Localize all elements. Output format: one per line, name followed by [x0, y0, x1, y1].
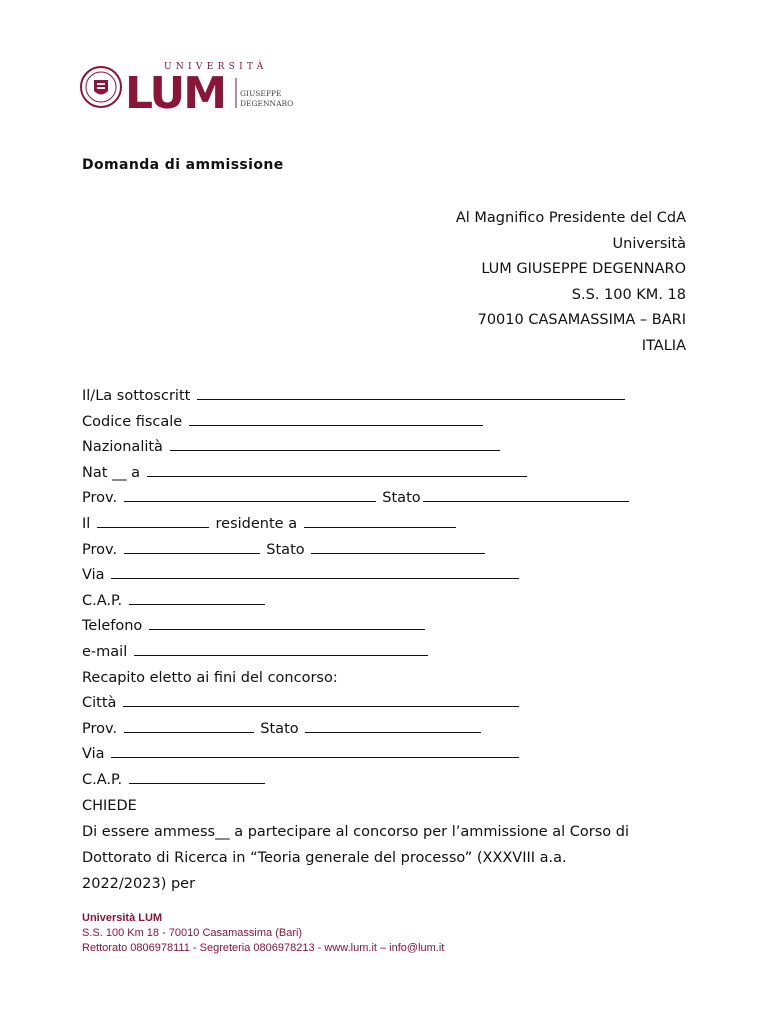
prov-nascita-field[interactable]: [124, 487, 376, 502]
row-cap-recapito: [82, 768, 692, 794]
row-sottoscritto: [82, 384, 692, 410]
row-prov-stato-nascita: [82, 486, 692, 512]
label-prov: Prov.: [82, 720, 118, 737]
label-recapito: Recapito eletto ai fini del concorso:: [82, 669, 338, 686]
stato-nascita-field[interactable]: [423, 487, 629, 502]
label-stato: Stato: [266, 541, 305, 558]
address-line: ITALIA: [641, 337, 686, 354]
data-nascita-field[interactable]: [97, 513, 209, 528]
via-field[interactable]: [111, 564, 519, 579]
luogo-nascita-field[interactable]: [147, 462, 527, 477]
address-line: S.S. 100 KM. 18: [571, 286, 686, 303]
address-line: Università: [612, 235, 686, 252]
prov-recapito-field[interactable]: [124, 718, 254, 733]
row-chiede: [82, 794, 692, 820]
label-chiede: CHIEDE: [82, 797, 137, 814]
row-telefono: [82, 614, 692, 640]
logo-main-text: LUM: [125, 68, 225, 116]
row-citta: [82, 691, 692, 717]
paragraph-line: Dottorato di Ricerca in “Teoria generale del processo” (XXXVIII a.a.: [82, 850, 567, 867]
footer-contacts: Rettorato 0806978111 - Segreteria 0806978213 - www.lum.it – info@lum.it: [82, 942, 445, 954]
sottoscritto-field[interactable]: [197, 385, 625, 400]
label-nato-a: Nat __ a: [82, 464, 141, 481]
label-prov: Prov.: [82, 541, 118, 558]
row-data-residenza: [82, 512, 692, 538]
prov-residenza-field[interactable]: [124, 539, 260, 554]
address-line: Al Magnifico Presidente del CdA: [455, 210, 686, 226]
row-recapito: [82, 666, 692, 692]
label-cap: C.A.P.: [82, 771, 123, 788]
row-via: [82, 563, 692, 589]
paragraph-line: Di essere ammess__ a partecipare al concorso per l’ammissione al Corso di: [82, 824, 629, 841]
via-recapito-field[interactable]: [111, 743, 519, 758]
label-telefono: Telefono: [82, 618, 143, 635]
row-via-recapito: [82, 742, 692, 768]
row-email: [82, 640, 692, 666]
paragraph-line: 2022/2023) per: [82, 876, 196, 893]
application-form: [82, 384, 692, 897]
request-paragraph: [82, 819, 682, 897]
recipient-address: [456, 206, 686, 359]
stato-residenza-field[interactable]: [311, 539, 485, 554]
label-residente-a: residente a: [215, 515, 298, 532]
citta-recapito-field[interactable]: [123, 692, 519, 707]
residenza-field[interactable]: [304, 513, 456, 528]
stato-recapito-field[interactable]: [305, 718, 481, 733]
label-stato: Stato: [382, 490, 421, 507]
logo-top-text: UNIVERSITÀ: [164, 62, 268, 72]
telefono-field[interactable]: [149, 615, 425, 630]
page-title: Domanda di ammissione: [82, 157, 284, 173]
label-sottoscritto: Il/La sottoscritt: [82, 388, 191, 404]
codice-fiscale-field[interactable]: [189, 411, 483, 426]
nazionalita-field[interactable]: [170, 436, 500, 451]
logo-sub-line1: GIUSEPPE: [240, 89, 282, 98]
address-line: LUM GIUSEPPE DEGENNARO: [481, 261, 686, 277]
address-line: 70010 CASAMASSIMA – BARI: [477, 312, 686, 328]
row-codice-fiscale: [82, 410, 692, 436]
cap-recapito-field[interactable]: [129, 769, 265, 784]
label-nazionalita: Nazionalità: [82, 439, 163, 456]
label-via: Via: [82, 746, 105, 763]
cap-field[interactable]: [129, 590, 265, 605]
label-email: e-mail: [82, 643, 128, 660]
label-via: Via: [82, 567, 105, 584]
label-cap: C.A.P.: [82, 592, 123, 609]
label-citta: Città: [82, 695, 117, 712]
row-nato-a: [82, 461, 692, 487]
label-stato: Stato: [260, 720, 299, 737]
row-prov-stato-residenza: [82, 538, 692, 564]
footer-address: S.S. 100 Km 18 - 70010 Casamassima (Bari): [82, 927, 303, 939]
page-footer: [82, 911, 444, 956]
row-prov-stato-recapito: [82, 717, 692, 743]
row-cap: [82, 589, 692, 615]
label-codice-fiscale: Codice fiscale: [82, 413, 183, 430]
logo-graphic: [80, 58, 310, 116]
row-nazionalita: [82, 435, 692, 461]
label-prov: Prov.: [82, 490, 118, 507]
label-il: Il: [82, 515, 91, 532]
logo-sub-line2: DEGENNARO: [240, 99, 294, 108]
email-field[interactable]: [134, 641, 428, 656]
footer-university-name: Università LUM: [82, 912, 163, 924]
university-logo: [80, 58, 310, 116]
